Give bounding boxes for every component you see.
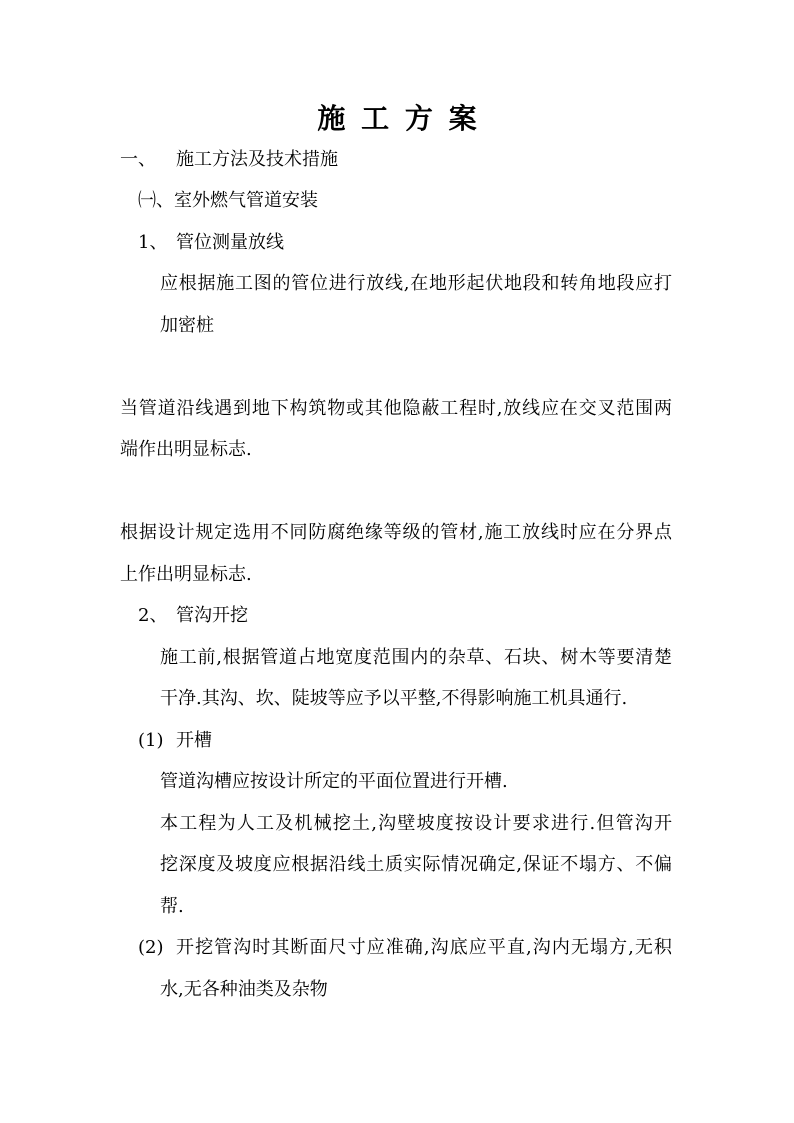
subsection-heading: ㈠、室外燃气管道安装	[138, 190, 318, 211]
paragraph-line: 根据设计规定选用不同防腐绝缘等级的管材,施工放线时应在分界点	[120, 522, 672, 543]
paragraph-line: 挖深度及坡度应根据沿线土质实际情况确定,保证不塌方、不偏	[160, 854, 672, 875]
section-marker: 一、	[120, 149, 156, 170]
paragraph-line: 本工程为人工及机械挖土,沟壁坡度按设计要求进行.但管沟开	[160, 813, 672, 834]
paragraph-line: 端作出明显标志.	[120, 439, 252, 460]
paragraph-line: 施工前,根据管道占地宽度范围内的杂草、石块、树木等要清楚	[160, 647, 672, 668]
paragraph-line: 干净.其沟、坎、陡坡等应予以平整,不得影响施工机具通行.	[160, 688, 628, 709]
step-2-marker: 2、	[138, 605, 168, 626]
step-2-heading: 管沟开挖	[176, 605, 248, 626]
paragraph-line: 上作出明显标志.	[120, 564, 252, 585]
sub-item-1-heading: 开槽	[176, 730, 212, 751]
paragraph-line: 帮.	[160, 896, 184, 917]
document-title: 施 工 方 案	[317, 102, 480, 135]
paragraph-line: 水,无各种油类及杂物	[160, 979, 328, 1000]
step-1-marker: 1、	[138, 232, 168, 253]
paragraph-line: 当管道沿线遇到地下构筑物或其他隐蔽工程时,放线应在交叉范围两	[120, 398, 672, 419]
section-heading: 施工方法及技术措施	[176, 149, 338, 170]
paragraph-line: 开挖管沟时其断面尺寸应准确,沟底应平直,沟内无塌方,无积	[176, 937, 672, 958]
paragraph-line: 应根据施工图的管位进行放线,在地形起伏地段和转角地段应打	[160, 273, 672, 294]
paragraph-line: 加密桩	[160, 315, 214, 336]
step-1-heading: 管位测量放线	[176, 232, 284, 253]
sub-item-1-marker: (1)	[138, 730, 164, 751]
sub-item-2-marker: (2)	[138, 937, 164, 958]
paragraph-line: 管道沟槽应按设计所定的平面位置进行开槽.	[160, 771, 508, 792]
